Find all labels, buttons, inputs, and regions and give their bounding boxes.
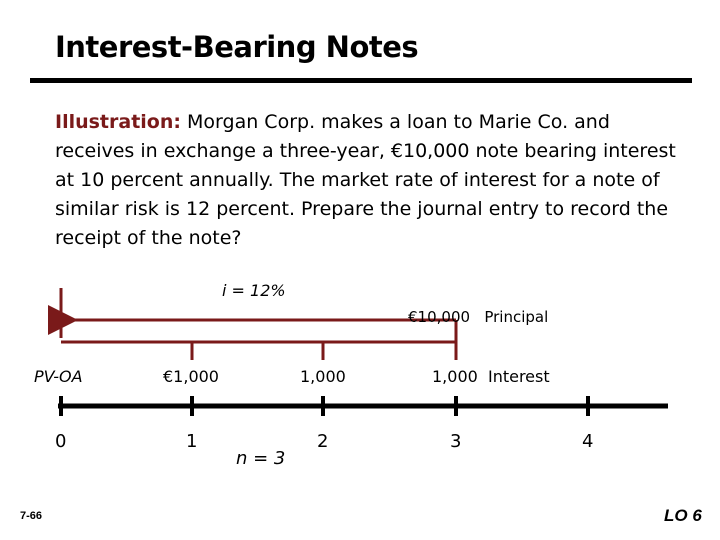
period-label-0: 0 (55, 431, 67, 452)
n-label: n = 3 (236, 448, 286, 469)
slide-number: 7-66 (20, 510, 43, 522)
illustration-label: Illustration: (55, 111, 181, 133)
cashflow-label-2: 1,000 (300, 367, 346, 386)
period-label-1: 1 (186, 431, 198, 452)
period-label-3: 3 (450, 431, 462, 452)
learning-objective: LO 6 (664, 506, 702, 525)
principal-label: €10,000 Principal (408, 308, 549, 326)
period-label-2: 2 (317, 431, 329, 452)
pv-label: PV-OA (34, 367, 83, 386)
cashflow-label-3: 1,000 Interest (432, 367, 550, 386)
cashflow-label-1: €1,000 (163, 367, 219, 386)
slide-title: Interest-Bearing Notes (55, 30, 419, 64)
illustration-text: Morgan Corp. makes a loan to Marie Co. and receives in exchange a three-year, €10,000 note bearing interest at 10 percent annually. The market rate of interest for a note of similar risk is 12 percent. Prepare the journal entry to record the receipt of the note? (55, 111, 676, 249)
rate-label: i = 12% (222, 281, 286, 300)
period-label-4: 4 (582, 431, 594, 452)
